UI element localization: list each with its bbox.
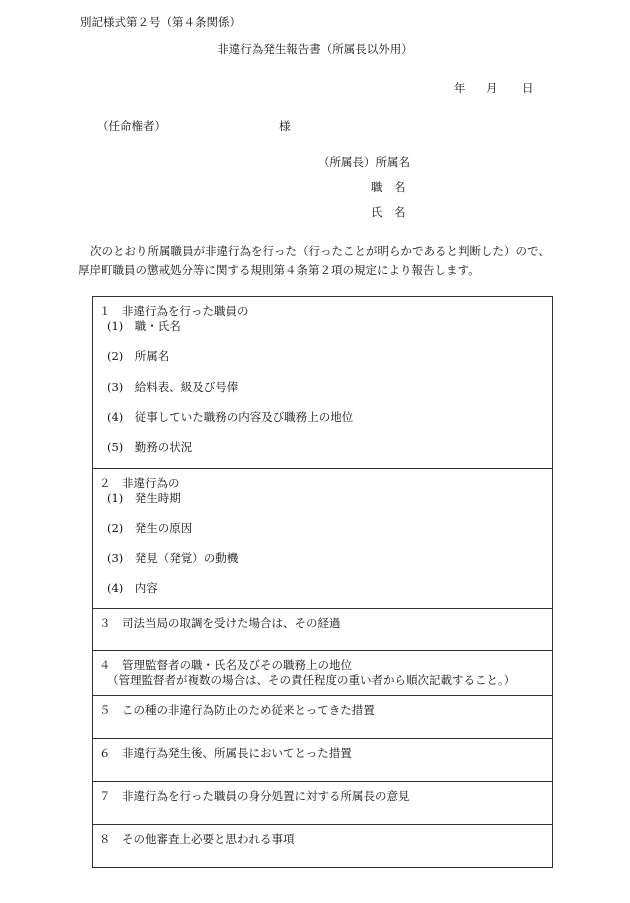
section-other (93, 824, 552, 868)
date-day-label: 日 (522, 81, 534, 95)
report-form-table (92, 296, 553, 868)
section-1-item-1: (1) 職・氏名 (107, 319, 181, 333)
section-1-item-2: (2) 所属名 (107, 349, 170, 363)
section-misconduct (93, 468, 552, 609)
date-month-label: 月 (486, 81, 498, 95)
honorific-label: 様 (279, 119, 291, 133)
section-1-item-4: (4) 従事していた職務の内容及び職務上の地位 (107, 410, 354, 424)
section-opinion (93, 781, 552, 825)
intro-paragraph (78, 242, 598, 280)
form-reference: 別記様式第２号（第４条関係） (80, 15, 241, 29)
section-2-item-1: (1) 発生時期 (107, 491, 181, 505)
section-1-item-3: (3) 給料表、級及び号俸 (107, 380, 239, 394)
section-2-item-4: (4) 内容 (107, 581, 158, 595)
section-2-heading: ２ 非違行為の (99, 476, 180, 490)
section-prevention (93, 695, 552, 739)
sender-department-label: （所属長）所属名 (318, 155, 410, 169)
sender-name-label: 氏 名 (371, 205, 406, 219)
intro-line-2: 厚岸町職員の懲戒処分等に関する規則第４条第２項の規定により報告します。 (78, 263, 480, 277)
appointer-label: （任命権者） (97, 119, 166, 133)
section-1-item-5: (5) 勤務の状況 (107, 440, 193, 454)
section-4-note: （管理監督者が複数の場合は、その責任程度の重い者から順次記載すること。） (107, 673, 516, 687)
section-6-heading: ６ 非違行為発生後、所属長においてとった措置 (99, 746, 352, 760)
section-2-item-2: (2) 発生の原因 (107, 521, 193, 535)
section-5-heading: ５ この種の非違行為防止のため従来とってきた措置 (99, 703, 375, 717)
section-response (93, 738, 552, 782)
section-employee (93, 297, 552, 468)
section-supervisor (93, 650, 552, 696)
section-4-heading: ４ 管理監督者の職・氏名及びその職務上の地位 (99, 658, 352, 672)
date-year-label: 年 (454, 81, 466, 95)
intro-line-1: 次のとおり所属職員が非違行為を行った（行ったことが明らかであると判断した）ので、 (90, 244, 550, 258)
section-1-heading: １ 非違行為を行った職員の (99, 304, 249, 318)
sender-position-label: 職 名 (371, 180, 406, 194)
document-title: 非違行為発生報告書（所属長以外用） (217, 42, 413, 56)
section-3-heading: ３ 司法当局の取調を受けた場合は、その経過 (99, 616, 341, 630)
section-2-item-3: (3) 発見（発覚）の動機 (107, 551, 239, 565)
section-8-heading: ８ その他審査上必要と思われる事項 (99, 832, 295, 846)
section-7-heading: ７ 非違行為を行った職員の身分処置に対する所属長の意見 (99, 789, 410, 803)
section-judicial (93, 608, 552, 651)
